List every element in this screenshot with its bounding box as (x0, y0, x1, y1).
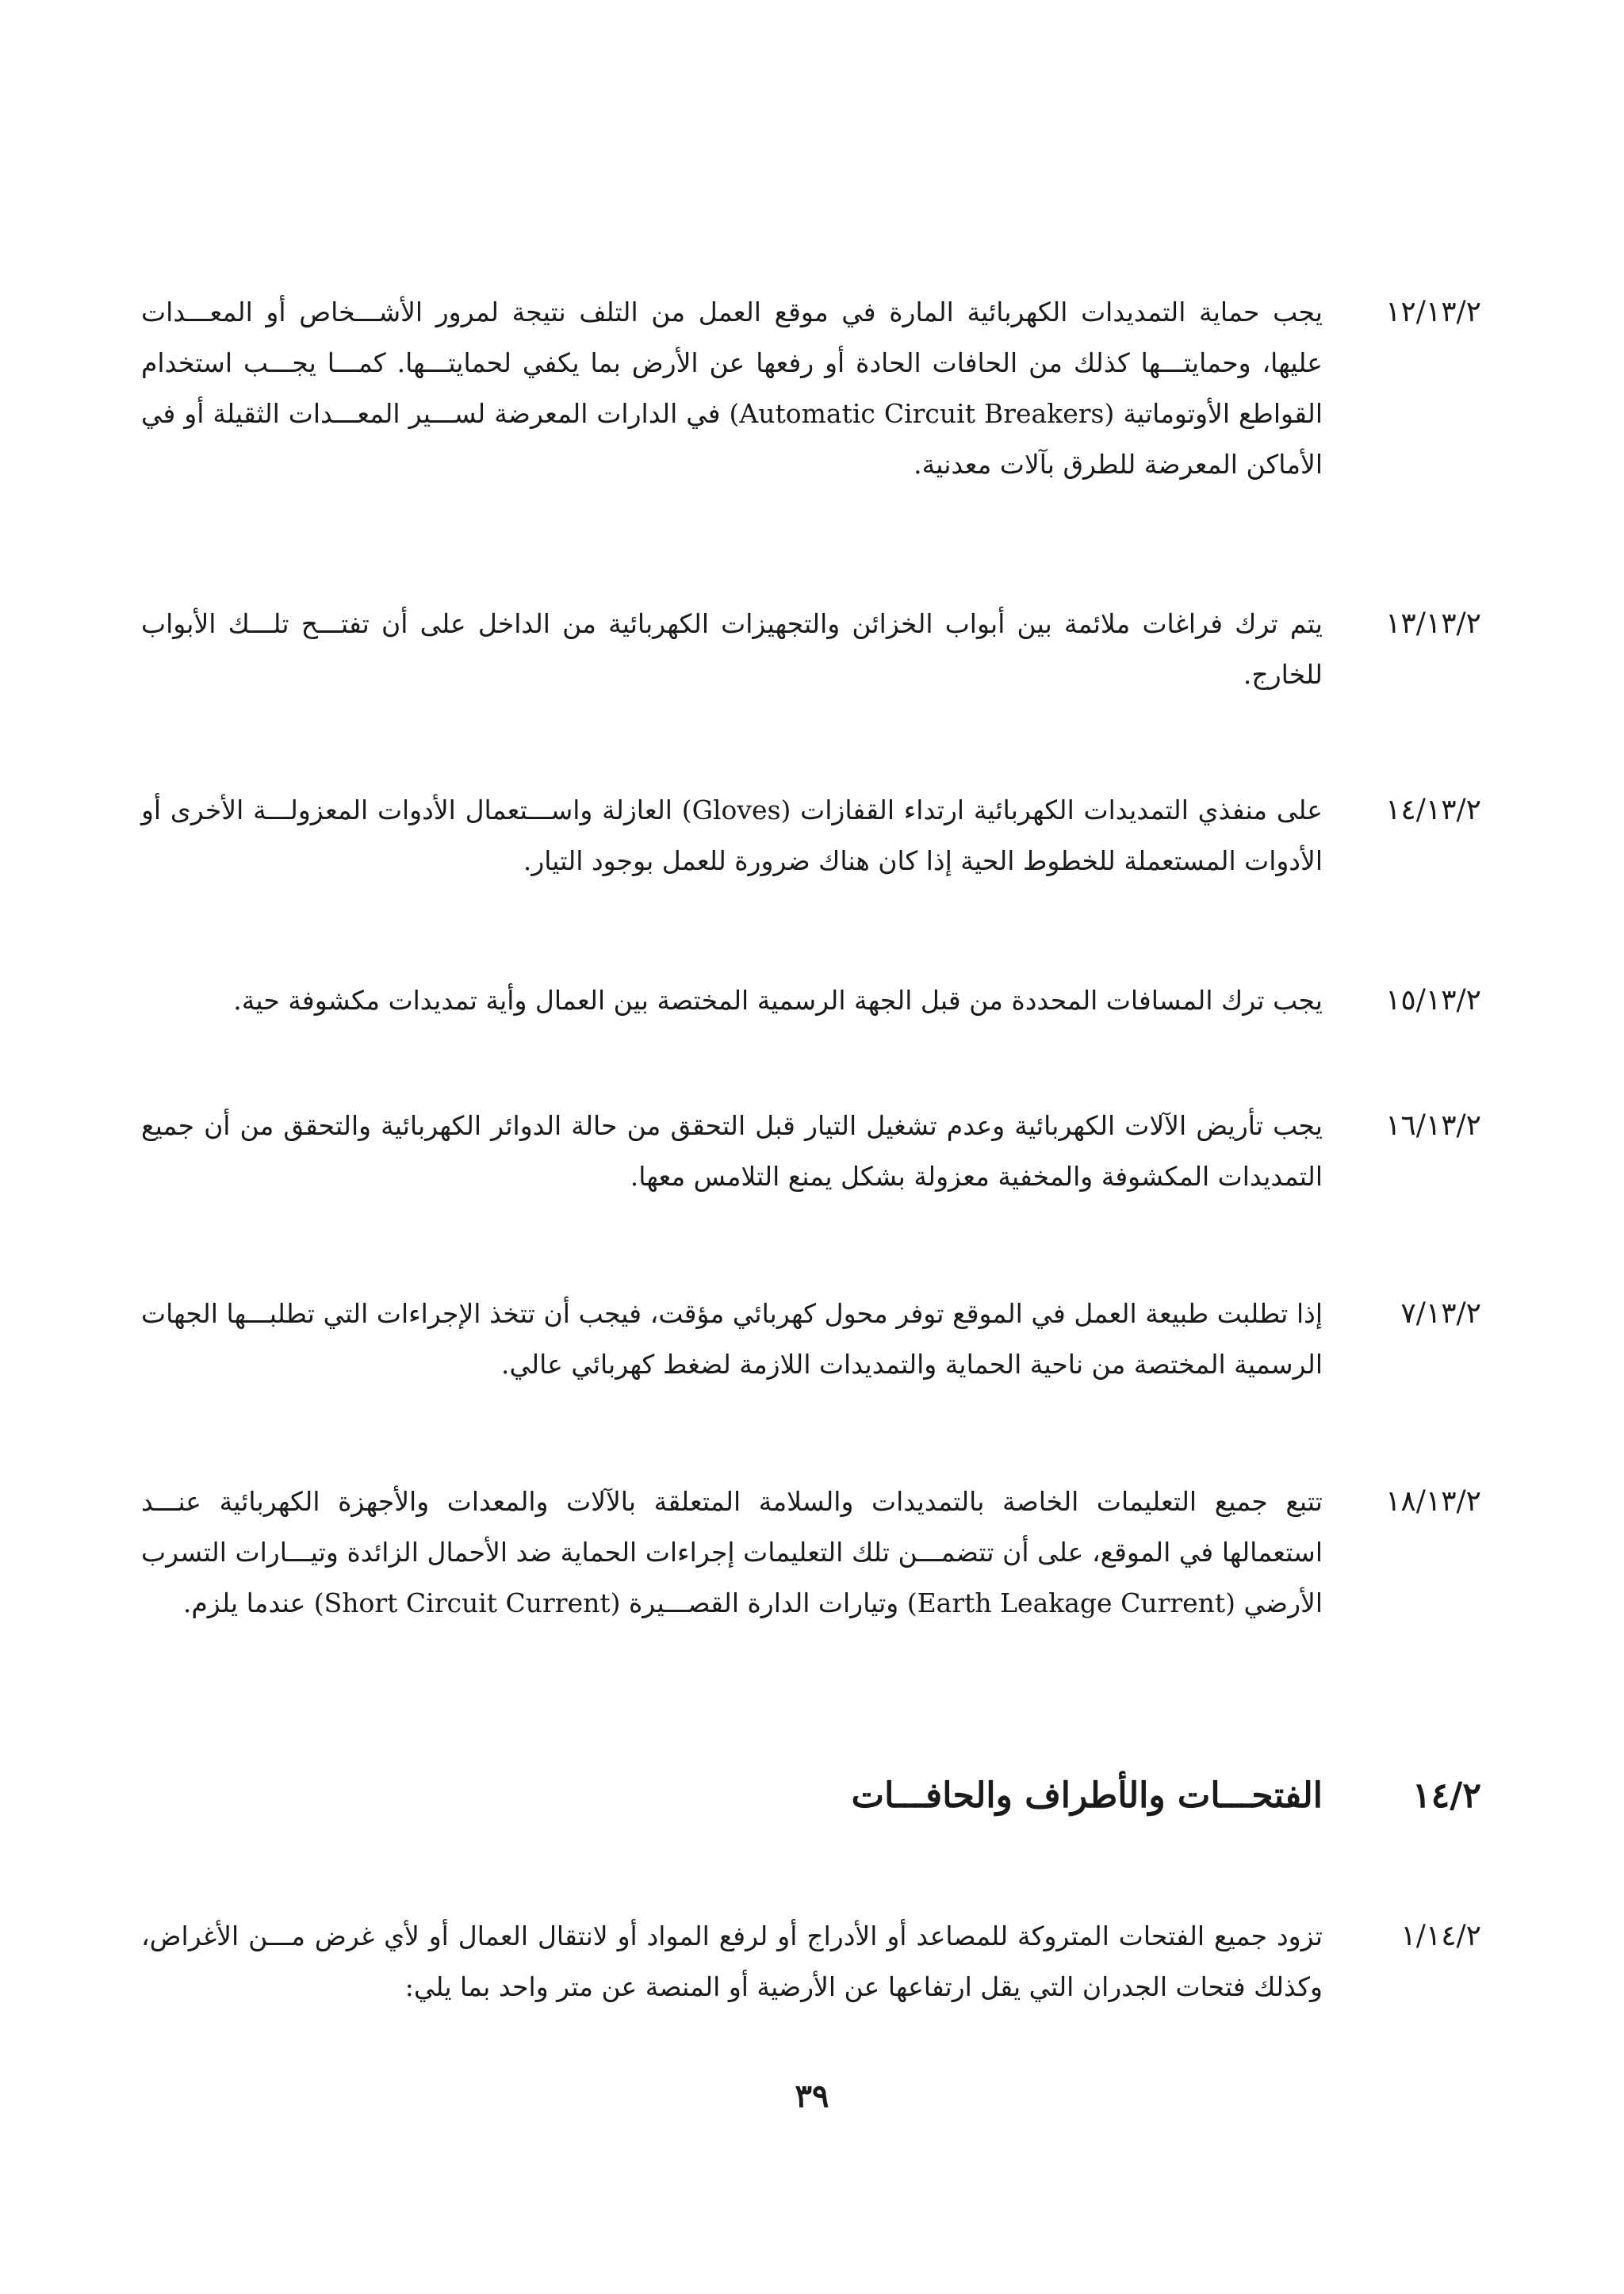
clause-text: إذا تطلبت طبيعة العمل في الموقع توفر محول كهربائي مؤقت، فيجب أن تتخذ الإجراءات التي تطلبـــها الجهات الرسمية المختصة من ناحية الحماية والتمديدات اللازمة لضغط كهربائي عالي. (141, 1298, 1323, 1380)
clause-15-13-2 (141, 975, 1481, 1026)
clause-number: ١٦/١٣/٢ (1385, 1109, 1481, 1142)
clause-number: ١٥/١٣/٢ (1385, 984, 1481, 1017)
clause-16-13-2 (141, 1101, 1481, 1202)
clause-text: يجب حماية التمديدات الكهربائية المارة في موقع العمل من التلف نتيجة لمرور الأشـــخاص أو المعـــدات عليها، وحمايتـــها كذلك من الحافات الحادة أو رفعها عن الأرض بما يكفي لحمايتـــها. كمـــا يجـــب استخدام القواطع الأوتوماتية (Automatic Circuit Breakers) في الدارات المعرضة لســـير المعـــدات الثقيلة أو في الأماكن المعرضة للطرق بآلات معدنية. (141, 297, 1323, 480)
section-heading-number: ١٤/٢ (1412, 1775, 1481, 1816)
clause-number: ١٣/١٣/٢ (1385, 607, 1481, 640)
clause-text: يجب ترك المسافات المحددة من قبل الجهة الرسمية المختصة بين العمال وأية تمديدات مكشوفة حية. (233, 985, 1323, 1016)
clause-text: يتم ترك فراغات ملائمة بين أبواب الخزائن والتجهيزات الكهربائية من الداخل على أن تفتـــح تلـــك الأبواب للخارج. (141, 608, 1323, 690)
clause-18-13-2 (141, 1476, 1481, 1629)
clause-13-13-2 (141, 599, 1481, 700)
section-heading (141, 1768, 1481, 1824)
clause-number: ١/١٤/٢ (1400, 1920, 1481, 1952)
clause-12-13-2 (141, 287, 1481, 490)
clause-7-13-2 (141, 1289, 1481, 1390)
clause-number: ٧/١٣/٢ (1400, 1297, 1481, 1330)
clause-number: ١٢/١٣/٢ (1385, 296, 1481, 328)
clause-text: تزود جميع الفتحات المتروكة للمصاعد أو الأدراج أو لرفع المواد أو لانتقال العمال أو لأي غرض مـــن الأغراض، وكذلك فتحات الجدران التي يقل ارتفاعها عن الأرضية أو المنصة عن متر واحد بما يلي: (141, 1921, 1323, 2002)
clause-text: تتبع جميع التعليمات الخاصة بالتمديدات والسلامة المتعلقة بالآلات والمعدات والأجهزة الكهربائية عنـــد استعمالها في الموقع، على أن تتضمـــن تلك التعليمات إجراءات الحماية ضد الأحمال الزائدة وتيـــارات التسرب الأرضي (Earth Leakage Current) وتيارات الدارة القصـــيرة (Short Circuit Current) عندما يلزم. (141, 1486, 1323, 1618)
section-heading-title: الفتحـــات والأطراف والحافـــات (851, 1775, 1323, 1816)
clause-text: على منفذي التمديدات الكهربائية ارتداء القفازات (Gloves) العازلة واســـتعمال الأدوات المعزولـــة الأخرى أو الأدوات المستعملة للخطوط الحية إذا كان هناك ضرورة للعمل بوجود التيار. (141, 795, 1323, 876)
clause-text: يجب تأريض الآلات الكهربائية وعدم تشغيل التيار قبل التحقق من حالة الدوائر الكهربائية والتحقق من أن جميع التمديدات المكشوفة والمخفية معزولة بشكل يمنع التلامس معها. (141, 1110, 1323, 1192)
clause-14-13-2 (141, 785, 1481, 887)
clause-number: ١٤/١٣/٢ (1385, 794, 1481, 826)
page-number: ٣٩ (795, 2078, 829, 2115)
clause-number: ١٨/١٣/٢ (1385, 1485, 1481, 1518)
clause-1-14-2 (141, 1911, 1481, 2013)
